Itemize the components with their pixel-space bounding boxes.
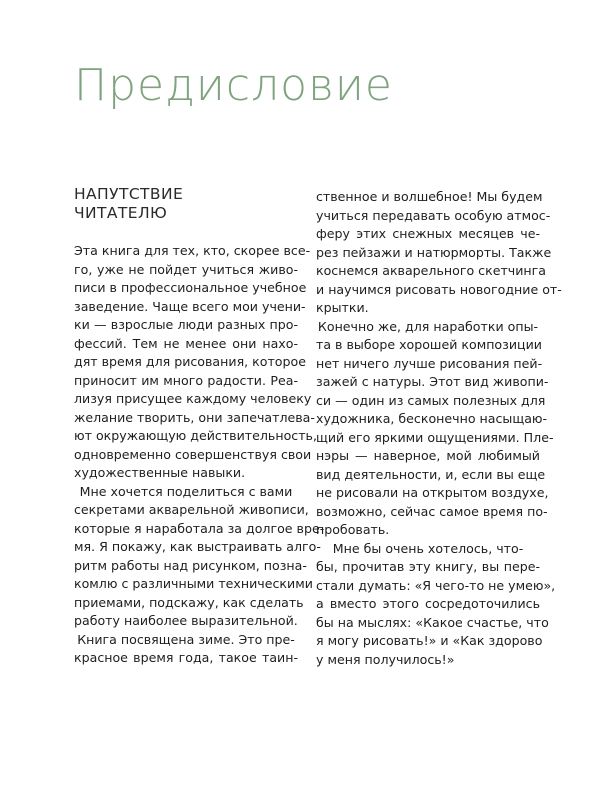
text-line: Книга посвящена зиме. Это пре-: [77, 631, 295, 647]
text-line: ки — взрослые люди разных про-: [74, 317, 298, 332]
text-line: одновременно совершенствуя свои: [74, 446, 312, 462]
text-line: которые я наработала за долгое вре-: [74, 520, 325, 536]
text-line: художника, бесконечно насыщаю-: [316, 411, 548, 426]
text-line: Мне бы очень хотелось, что-: [332, 540, 524, 556]
text-line: го, уже не пойдет учиться живо-: [74, 261, 298, 277]
text-line: Конечно же, для наработки опы-: [317, 318, 539, 334]
text-line: дят время для рисования, которое: [74, 354, 306, 369]
text-line: работу наиболее выразительной.: [74, 613, 298, 628]
text-line: секретами акварельной живописи,: [74, 502, 309, 517]
text-line: а вместо этого сосредоточились: [316, 596, 540, 611]
left-text-column: [74, 242, 325, 668]
right-text-column: [316, 188, 562, 669]
text-line: заведение. Чаще всего мои учени-: [74, 298, 306, 314]
text-line: и научимся рисовать новогодние от-: [316, 281, 562, 297]
text-paragraph: [316, 318, 554, 540]
subheading-line: НАПУТСТВИЕ: [74, 185, 184, 203]
text-paragraph: [74, 631, 298, 668]
text-line: мя. Я покажу, как выстраивать алго-: [74, 539, 321, 554]
text-line: ственное и волшебное! Мы будем: [316, 189, 543, 204]
page-title: Предисловие: [74, 60, 393, 111]
text-line: нет ничего лучше рисования пей-: [316, 355, 543, 371]
text-line: у меня получилось!»: [316, 651, 455, 667]
text-line: та в выборе хорошей композиции: [316, 337, 542, 352]
text-line: вид деятельности, и, если вы еще: [316, 466, 546, 482]
text-line: зажей с натуры. Этот вид живопи-: [316, 374, 549, 389]
text-line: си — один из самых полезных для: [316, 392, 546, 408]
text-line: ют окружающую действительность,: [74, 428, 317, 443]
text-line: коснемся акварельного скетчинга: [316, 263, 546, 278]
section-subheading: [74, 186, 304, 223]
text-line: Эта книга для тех, кто, скорее все-: [74, 243, 311, 258]
text-line: учиться передавать особую атмос-: [316, 207, 551, 223]
text-line: Мне хочется поделиться с вами: [79, 483, 293, 499]
text-line: лизуя присущее каждому человеку: [74, 391, 312, 406]
text-line: художественные навыки.: [74, 465, 246, 480]
text-line: писи в профессиональное учебное: [74, 280, 307, 295]
text-line: рез пейзажи и натюрморты. Также: [316, 244, 552, 260]
text-line: фессий. Тем не менее они нахо-: [74, 335, 298, 351]
text-paragraph: [74, 242, 317, 483]
text-line: возможно, сейчас самое время по-: [316, 503, 548, 519]
text-line: нэры — наверное, мой любимый: [316, 448, 540, 463]
text-line: я могу рисовать!» и «Как здорово: [316, 633, 543, 648]
text-paragraph: [316, 540, 556, 670]
text-line: крытки.: [316, 300, 369, 315]
subheading-line: ЧИТАТЕЛЮ: [74, 203, 168, 222]
text-line: не рисовали на открытом воздухе,: [316, 485, 549, 500]
text-line: пробовать.: [316, 522, 390, 537]
text-line: приемами, подскажу, как сделать: [74, 594, 304, 610]
text-line: желание творить, они запечатлева-: [74, 409, 315, 425]
text-line: стали думать: «Я чего-то не умею»,: [316, 577, 556, 593]
text-line: ритм работы над рисунком, позна-: [74, 557, 307, 573]
text-line: феру этих снежных месяцев че-: [316, 226, 540, 241]
text-line: комлю с различными техническими: [74, 576, 313, 591]
text-line: бы на мыслях: «Какое счастье, что: [316, 614, 549, 630]
text-paragraph: [74, 483, 325, 631]
text-line: красное время года, такое таин-: [74, 650, 298, 665]
text-line: бы, прочитав эту книгу, вы пере-: [316, 559, 540, 574]
text-line: щий его яркими ощущениями. Пле-: [316, 429, 554, 445]
text-line: приносит им много радости. Реа-: [74, 372, 298, 388]
text-paragraph: [316, 188, 562, 318]
